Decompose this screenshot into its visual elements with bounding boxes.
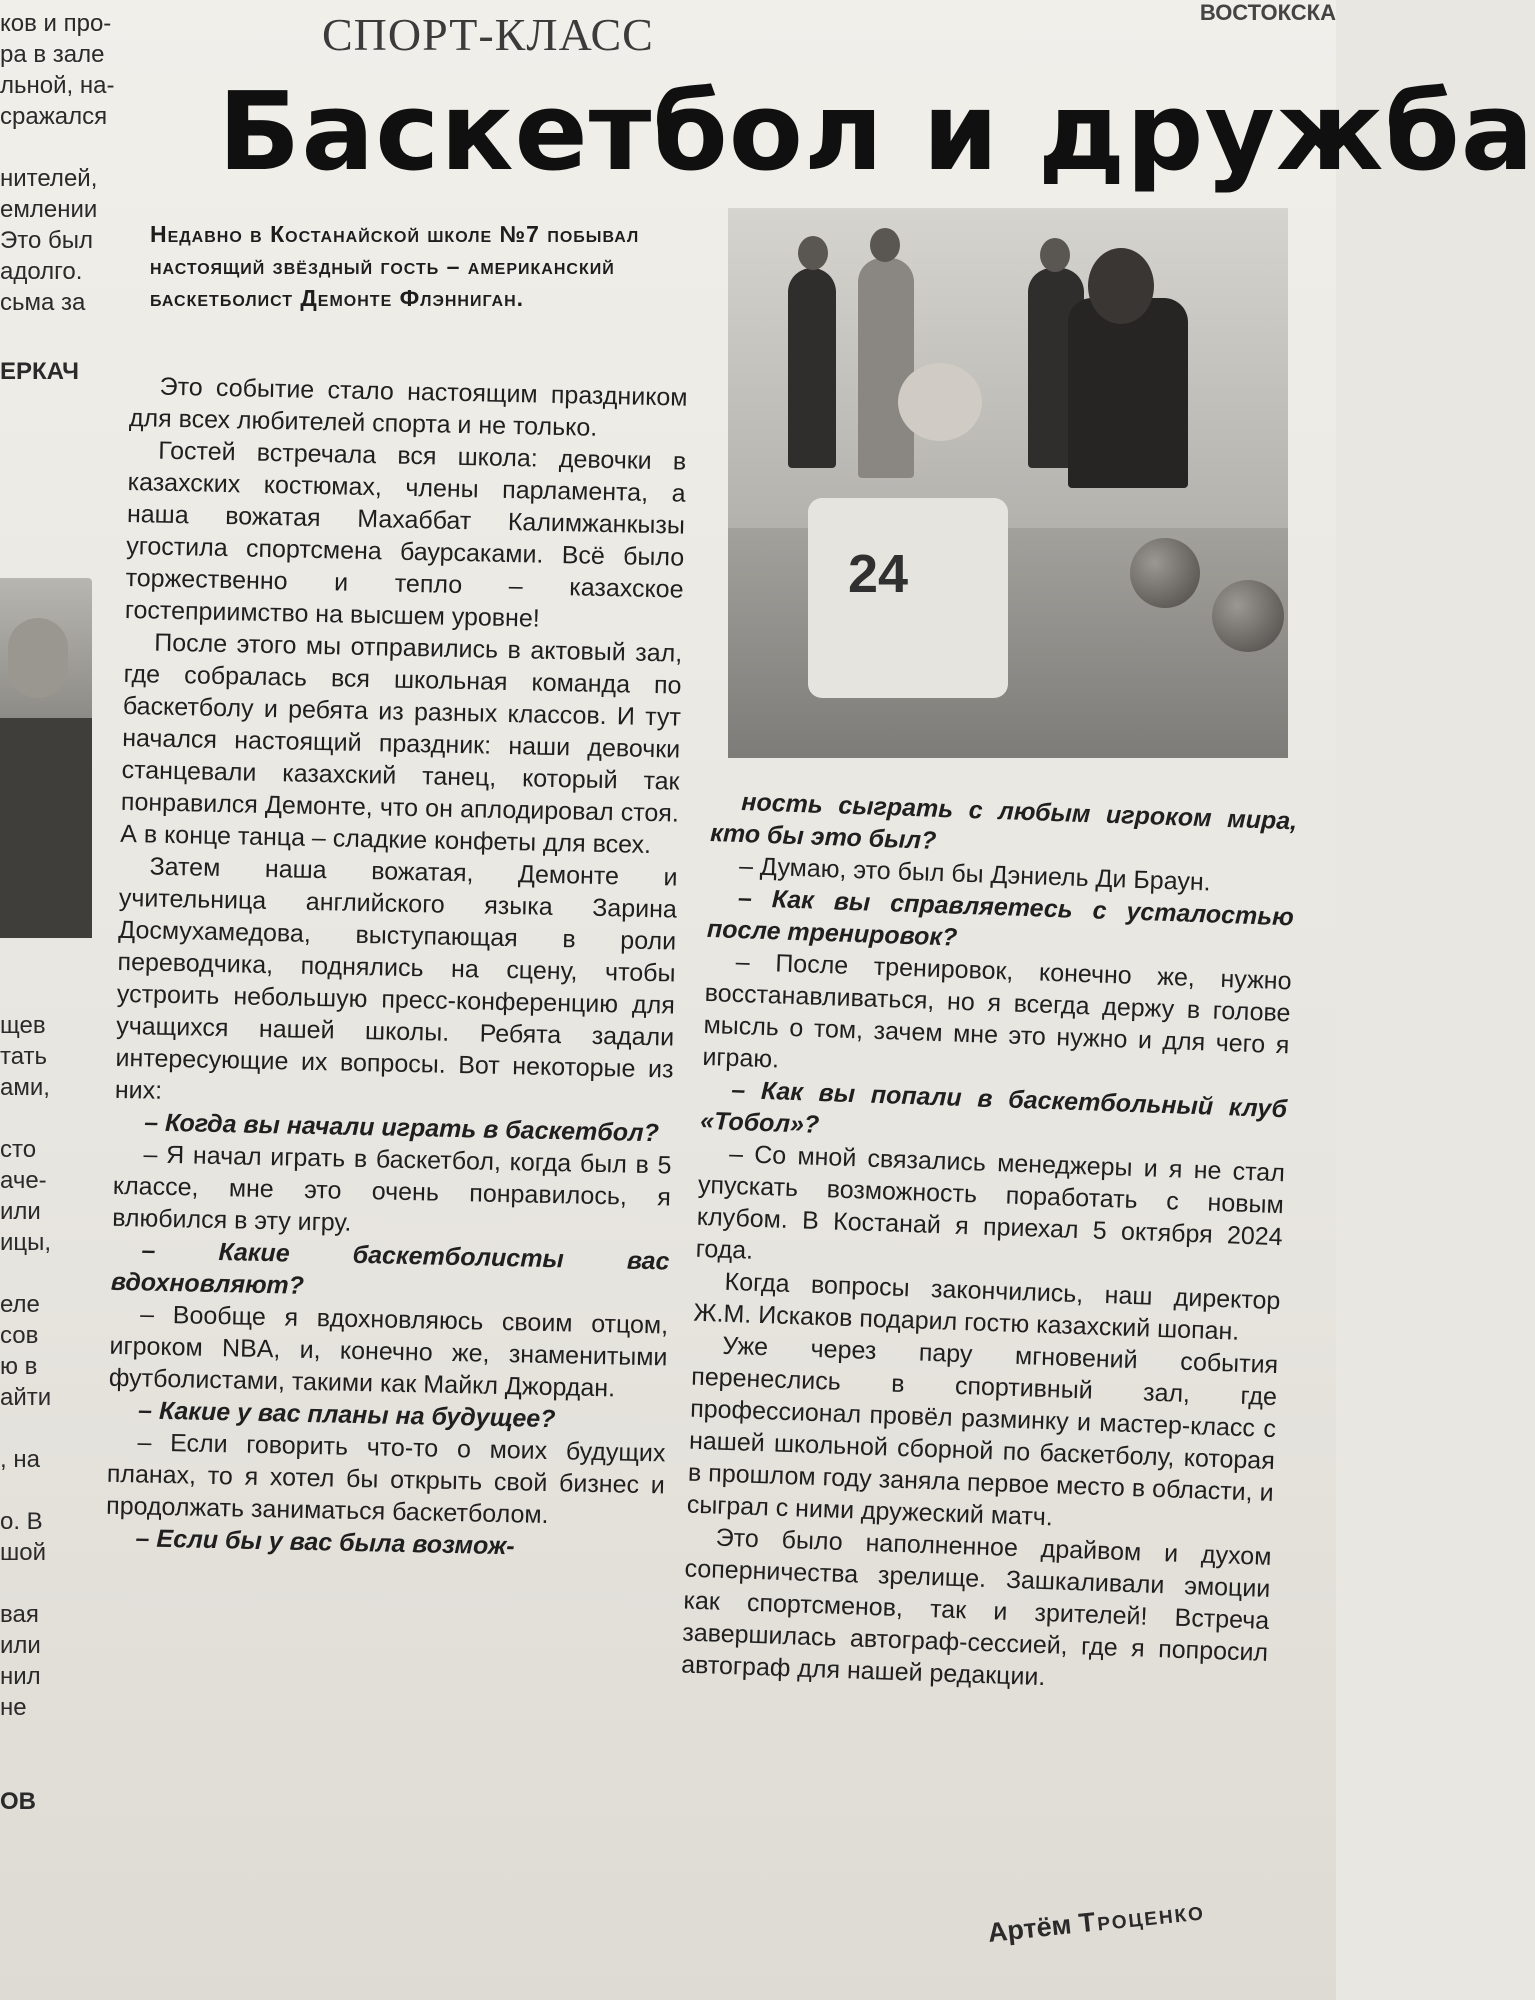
fragment-line: о. В [0,1508,43,1535]
fragment-line: сьма за [0,289,86,316]
fragment-line: адолго. [0,258,83,285]
fragment-line: шой [0,1539,47,1566]
article-paragraph: Это было наполненное драйвом и духом соперничества зрелище. Зашкаливали эмоции как спортсменов, так и зрителей! Встреча завершилась автограф-сессией, где я попросил автограф для нашей редакции. [680,1523,1272,1692]
fragment-line: не [0,1694,27,1721]
photo-spectator-head [798,236,828,270]
article-byline [986,1895,1206,1949]
photo-spectator-head [870,228,900,262]
masthead-corner-text: ВОСТОКСКА [1199,0,1336,25]
fragment-line: ами, [0,1074,50,1101]
article-paragraph: После этого мы отправились в актовый зал, где собралась вся школьная команда по баскетболу и ребята из разных классов. И тут начался настоящий праздник: наши девочки станцевали казахский танец, который так понравился Демонте, что он аплодировал стоя. А в конце танца – сладкие конфеты для всех. [119,628,683,860]
interview-question: – Как вы справляетесь с усталостью после тренировок? [706,883,1295,952]
fragment-line: емлении [0,196,98,223]
fragment-line: тать [0,1043,48,1070]
photo-suit [0,718,92,938]
article-paragraph: – Если говорить что-то о моих будущих планах, то я хотел бы открыть свой бизнес и продолжать заниматься баскетболом. [105,1428,666,1530]
fragment-line: ра в зале [0,41,105,68]
interview-question: – Если бы у вас была возмож- [135,1524,515,1561]
photo-face [8,618,68,698]
fragment-line: айти [0,1384,52,1411]
fragment-line: или [0,1632,41,1659]
article-paragraph: – Со мной связались менеджеры и я не стал упускать возможность поработать с новым клубом. В Костанай я приехал 5 октября 2024 года. [695,1139,1286,1265]
fragment-line: ЕРКАЧ [0,358,80,385]
fragment-line: нил [0,1663,41,1690]
photo-jersey-number: 24 [848,544,909,604]
fragment-line: сражался [0,103,108,130]
fragment-line: вая [0,1601,39,1628]
fragment-line: щев [0,1012,46,1039]
article-column-1 [105,370,688,1565]
interview-question: – Какие баскетболисты вас вдохновляют? [110,1236,670,1300]
photo-spectator [858,258,914,478]
fragment-line: Это был [0,227,93,254]
byline-first-name: Артём [986,1909,1073,1948]
article-paragraph: – Думаю, это был бы Дэниель Ди Браун. [738,852,1212,897]
interview-question: – Какие у вас планы на будущее? [137,1396,556,1434]
fragment-line: сто [0,1136,37,1163]
photo-spectator [788,268,836,468]
article-paragraph: Когда вопросы закончились, наш директор Ж.М. Искаков подарил гостю казахский шопан. [693,1267,1281,1346]
photo-player [1068,298,1188,488]
section-rubric: СПОРТ-КЛАСС [322,9,654,60]
article-photo [728,208,1288,758]
fragment-line: сов [0,1322,39,1349]
article-paragraph: – Вообще я вдохновляюсь своим отцом, игроком NBA, и, конечно же, знаменитыми футболистами, такими как Майкл Джордан. [108,1300,669,1403]
adjacent-article-photo [0,578,92,938]
fragment-line: , на [0,1446,40,1473]
fragment-line: аче- [0,1167,47,1194]
fragment-line: льной, на- [0,72,115,99]
photo-student-head [898,363,982,441]
article-paragraph: – Я начал играть в баскетбол, когда был в 5 классе, мне это очень понравилось, я влюбился в эту игру. [111,1140,672,1237]
fragment-line: ицы, [0,1229,52,1256]
article-paragraph: Уже через пару мгновений события перенеслись в спортивный зал, где профессионал провёл разминку и мастер-класс с нашей школьной сборной по баскетболу, которая в прошлом году заняла первое место в области, и сыграл с ними дружеский матч. [686,1331,1279,1532]
interview-question: ность сыграть с любым игроком мира, кто бы это был? [709,788,1298,855]
fragment-line: ков и про- [0,10,112,37]
fragment-line: ю в [0,1353,38,1380]
article-lead: Недавно в Костанайской школе №7 побывал настоящий звёздный гость – американский баскетболист Демонте Флэнниган. [150,221,640,311]
article-paragraph: Гостей встречала вся школа: девочки в казахских костюмах, члены парламента, а наша вожатая Махаббат Калимжанкызы угостила спортсмена баурсаками. Всё было торжественно и тепло – казахское гостеприимство на высшем уровне! [124,436,687,633]
interview-question: – Когда вы начали играть в баскетбол? [143,1108,660,1148]
photo-basketball [1130,538,1200,608]
fragment-line: ОВ [0,1788,36,1815]
article-paragraph: Затем наша вожатая, Демонте и учительница английского языка Зарина Досмухамедова, выступающая в роли переводчика, поднялись на сцену, чтобы устроить небольшую пресс-конференцию для учащихся нашей школы. Ребята задали интересующие их вопросы. Вот некоторые из них: [114,852,678,1105]
fragment-line: или [0,1198,41,1225]
fragment-line: еле [0,1291,40,1318]
interview-question: – Как вы попали в баскетбольный клуб «Тобол»? [699,1075,1288,1139]
article-headline: Баскетбол и дружба [218,70,1535,195]
photo-spectator-head [1040,238,1070,272]
article-paragraph: – После тренировок, конечно же, нужно восстанавливаться, но я всегда держу в голове мысль о том, зачем мне это нужно и для чего я играю. [702,947,1292,1074]
article-column-2 [681,785,1298,1701]
byline-last-name: Троценко [1077,1895,1207,1939]
photo-basketball [1212,580,1284,652]
fragment-line: нителей, [0,165,98,192]
article-paragraph: Это событие стало настоящим праздником для всех любителей спорта и не только. [128,372,688,442]
photo-player-head [1088,248,1154,324]
